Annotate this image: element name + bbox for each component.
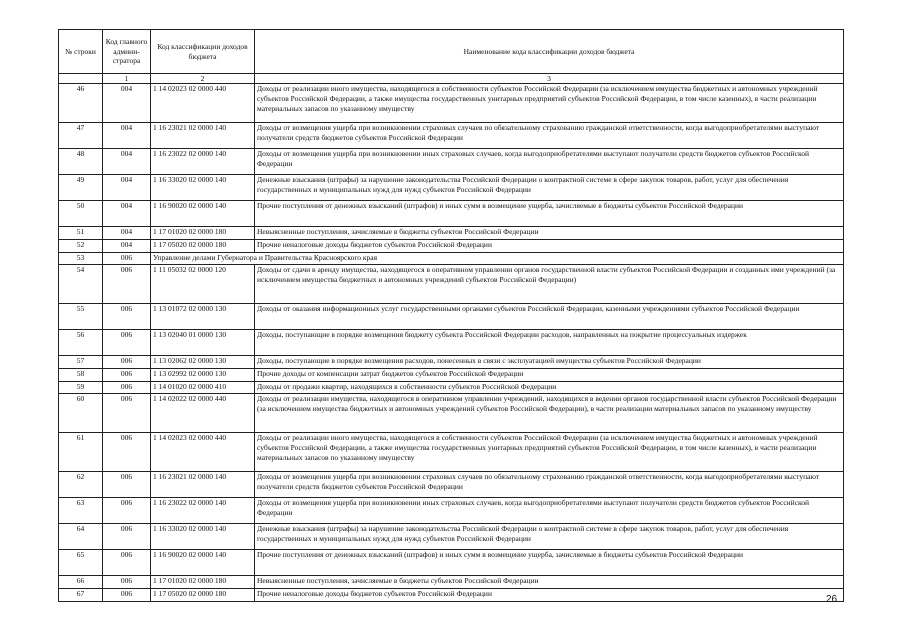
- classification-code: 1 14 02023 02 0000 440: [151, 84, 255, 123]
- row-number: 53: [59, 253, 103, 265]
- admin-code: 006: [103, 253, 151, 265]
- code-name: Доходы от возмещения ущерба при возникновении иных страховых случаев, когда выгодоприобретателями выступают получатели средств бюджетов субъектов Российской Федерации: [255, 149, 844, 175]
- code-name: Прочие неналоговые доходы бюджетов субъектов Российской Федерации: [255, 589, 844, 602]
- admin-code: 006: [103, 498, 151, 524]
- column-number-1: 1: [103, 74, 151, 84]
- row-number: 54: [59, 265, 103, 304]
- code-name: Прочие поступления от денежных взысканий (штрафов) и иных сумм в возмещение ущерба, зачисляемые в бюджеты субъектов Российской Федерации: [255, 201, 844, 227]
- row-number: 57: [59, 356, 103, 369]
- classification-code: 1 17 01020 02 0000 180: [151, 227, 255, 240]
- admin-code: 004: [103, 201, 151, 227]
- admin-code: 004: [103, 84, 151, 123]
- code-name: Доходы от оказания информационных услуг государственными органами субъектов Российской Федерации, казенными учреждениями субъектов Российской Федерации: [255, 304, 844, 330]
- classification-code: 1 14 02022 02 0000 440: [151, 394, 255, 433]
- column-number-row: [59, 74, 844, 84]
- code-name: Доходы от возмещения ущерба при возникновении иных страховых случаев, когда выгодоприобретателями выступают получатели средств бюджетов субъектов Российской Федерации: [255, 498, 844, 524]
- code-name: Прочие поступления от денежных взысканий (штрафов) и иных сумм в возмещение ущерба, зачисляемые в бюджеты субъектов Российской Федерации: [255, 550, 844, 576]
- row-number: 61: [59, 433, 103, 472]
- table-row: [59, 382, 844, 394]
- table-row: [59, 253, 844, 265]
- admin-code: 006: [103, 433, 151, 472]
- table-row: [59, 227, 844, 240]
- row-number: 60: [59, 394, 103, 433]
- classification-code: 1 13 02992 02 0000 130: [151, 369, 255, 382]
- header-admin-code: Код главного админи-стратора: [103, 30, 151, 74]
- row-number: 52: [59, 240, 103, 253]
- header-row: [59, 30, 844, 74]
- classification-code: 1 16 23021 02 0000 140: [151, 472, 255, 498]
- table-row: [59, 433, 844, 472]
- admin-code: 006: [103, 524, 151, 550]
- table-row: [59, 123, 844, 149]
- classification-code: 1 13 01072 02 0000 130: [151, 304, 255, 330]
- admin-code: 006: [103, 394, 151, 433]
- page-number: 26: [826, 594, 838, 605]
- table-row: [59, 576, 844, 589]
- admin-code: 006: [103, 304, 151, 330]
- row-number: 62: [59, 472, 103, 498]
- row-number: 66: [59, 576, 103, 589]
- admin-code: 004: [103, 149, 151, 175]
- table-body: [59, 84, 844, 602]
- classification-code: 1 16 23022 02 0000 140: [151, 149, 255, 175]
- classification-code: 1 13 02062 02 0000 130: [151, 356, 255, 369]
- classification-code: 1 16 90020 02 0000 140: [151, 550, 255, 576]
- classification-code: 1 14 01020 02 0000 410: [151, 382, 255, 394]
- row-number: 56: [59, 330, 103, 356]
- classification-code: 1 17 01020 02 0000 180: [151, 576, 255, 589]
- code-name: Доходы от реализации иного имущества, находящегося в собственности субъектов Российской Федерации (за исключением имущества бюджетных и автономных учреждений субъектов Российской Федерации, а также имущества государственных унитарных предприятий субъектов Российской Федерации, в том числе казенных), в части реализации материальных запасов по указанному имуществу: [255, 84, 844, 123]
- table-row: [59, 149, 844, 175]
- column-number-2: 2: [151, 74, 255, 84]
- column-number-3: 3: [255, 74, 844, 84]
- table-row: [59, 550, 844, 576]
- classification-code: 1 16 90020 02 0000 140: [151, 201, 255, 227]
- table-header: [59, 30, 844, 84]
- row-number: 63: [59, 498, 103, 524]
- admin-code: 006: [103, 550, 151, 576]
- table-row: [59, 201, 844, 227]
- admin-code: 006: [103, 356, 151, 369]
- code-name: Прочие неналоговые доходы бюджетов субъектов Российской Федерации: [255, 240, 844, 253]
- header-classification-code: Код классификации доходов бюджета: [151, 30, 255, 74]
- admin-code: 006: [103, 265, 151, 304]
- row-number: 51: [59, 227, 103, 240]
- code-name: Невыясненные поступления, зачисляемые в бюджеты субъектов Российской Федерации: [255, 227, 844, 240]
- code-name: Денежные взыскания (штрафы) за нарушение законодательства Российской Федерации о контрактной системе в сфере закупок товаров, работ, услуг для обеспечения государственных и муниципальных нужд для нужд субъектов Российской Федерации: [255, 524, 844, 550]
- row-number: 65: [59, 550, 103, 576]
- table-row: [59, 472, 844, 498]
- classification-code: 1 16 33020 02 0000 140: [151, 524, 255, 550]
- admin-code: 004: [103, 227, 151, 240]
- code-name: Прочие доходы от компенсации затрат бюджетов субъектов Российской Федерации: [255, 369, 844, 382]
- admin-code: 006: [103, 589, 151, 602]
- row-number: 67: [59, 589, 103, 602]
- classification-code: 1 16 33020 02 0000 140: [151, 175, 255, 201]
- code-name: Доходы от продажи квартир, находящихся в собственности субъектов Российской Федерации: [255, 382, 844, 394]
- admin-code: 004: [103, 240, 151, 253]
- admin-code: 004: [103, 175, 151, 201]
- classification-code: 1 16 23022 02 0000 140: [151, 498, 255, 524]
- row-number: 58: [59, 369, 103, 382]
- column-number-0: [59, 74, 103, 84]
- classification-code: 1 17 05020 02 0000 180: [151, 240, 255, 253]
- table-row: [59, 84, 844, 123]
- code-name: Доходы от сдачи в аренду имущества, находящегося в оперативном управлении органов государственной власти субъектов Российской Федерации и созданных ими учреждений (за исключением имущества бюджетных и автономных учреждений субъектов Российской Федерации): [255, 265, 844, 304]
- classification-code: 1 17 05020 02 0000 180: [151, 589, 255, 602]
- admin-code: 006: [103, 369, 151, 382]
- table-row: [59, 265, 844, 304]
- table-row: [59, 240, 844, 253]
- row-number: 46: [59, 84, 103, 123]
- table-row: [59, 524, 844, 550]
- header-code-name: Наименование кода классификации доходов бюджета: [255, 30, 844, 74]
- row-number: 64: [59, 524, 103, 550]
- code-name: Доходы от реализации иного имущества, находящегося в собственности субъектов Российской Федерации (за исключением имущества бюджетных и автономных учреждений субъектов Российской Федерации, а также имущества государственных унитарных предприятий субъектов Российской Федерации, в том числе казенных), в части реализации материальных запасов по указанному имуществу: [255, 433, 844, 472]
- revenue-classification-table-container: [58, 29, 843, 602]
- classification-code: 1 14 02023 02 0000 440: [151, 433, 255, 472]
- classification-code: 1 13 02040 01 0000 130: [151, 330, 255, 356]
- row-number: 59: [59, 382, 103, 394]
- row-number: 49: [59, 175, 103, 201]
- admin-code: 006: [103, 472, 151, 498]
- table-row: [59, 589, 844, 602]
- table-row: [59, 304, 844, 330]
- row-number: 47: [59, 123, 103, 149]
- row-number: 55: [59, 304, 103, 330]
- code-name: Доходы от возмещения ущерба при возникновении страховых случаев по обязательному страхованию гражданской ответственности, когда выгодоприобретателями выступают получатели средств бюджетов субъектов Российской Федерации: [255, 123, 844, 149]
- classification-code: 1 16 23021 02 0000 140: [151, 123, 255, 149]
- code-name: Невыясненные поступления, зачисляемые в бюджеты субъектов Российской Федерации: [255, 576, 844, 589]
- revenue-classification-table: [58, 29, 844, 602]
- header-row-number: № строки: [59, 30, 103, 74]
- code-name: Доходы от возмещения ущерба при возникновении страховых случаев по обязательному страхованию гражданской ответственности, когда выгодоприобретателями выступают получатели средств бюджетов субъектов Российской Федерации: [255, 472, 844, 498]
- admin-code: 006: [103, 382, 151, 394]
- table-row: [59, 330, 844, 356]
- code-name: Доходы от реализации имущества, находящегося в оперативном управлении учреждений, находящихся в ведении органов государственной власти субъектов Российской Федерации (за исключением имущества бюджетных и автономных учреждений субъектов Российской Федерации), в части реализации материальных запасов по указанному имуществу: [255, 394, 844, 433]
- admin-code: 004: [103, 123, 151, 149]
- administrator-name: Управление делами Губернатора и Правительства Красноярского края: [151, 253, 844, 265]
- table-row: [59, 356, 844, 369]
- table-row: [59, 498, 844, 524]
- row-number: 50: [59, 201, 103, 227]
- code-name: Доходы, поступающие в порядке возмещения бюджету субъекта Российской Федерации расходов, направленных на покрытие процессуальных издержек: [255, 330, 844, 356]
- code-name: Доходы, поступающие в порядке возмещения расходов, понесенных в связи с эксплуатацией имущества субъектов Российской Федерации: [255, 356, 844, 369]
- admin-code: 006: [103, 576, 151, 589]
- row-number: 48: [59, 149, 103, 175]
- table-row: [59, 394, 844, 433]
- code-name: Денежные взыскания (штрафы) за нарушение законодательства Российской Федерации о контрактной системе в сфере закупок товаров, работ, услуг для обеспечения государственных и муниципальных нужд для нужд субъектов Российской Федерации: [255, 175, 844, 201]
- classification-code: 1 11 05032 02 0000 120: [151, 265, 255, 304]
- admin-code: 006: [103, 330, 151, 356]
- table-row: [59, 369, 844, 382]
- table-row: [59, 175, 844, 201]
